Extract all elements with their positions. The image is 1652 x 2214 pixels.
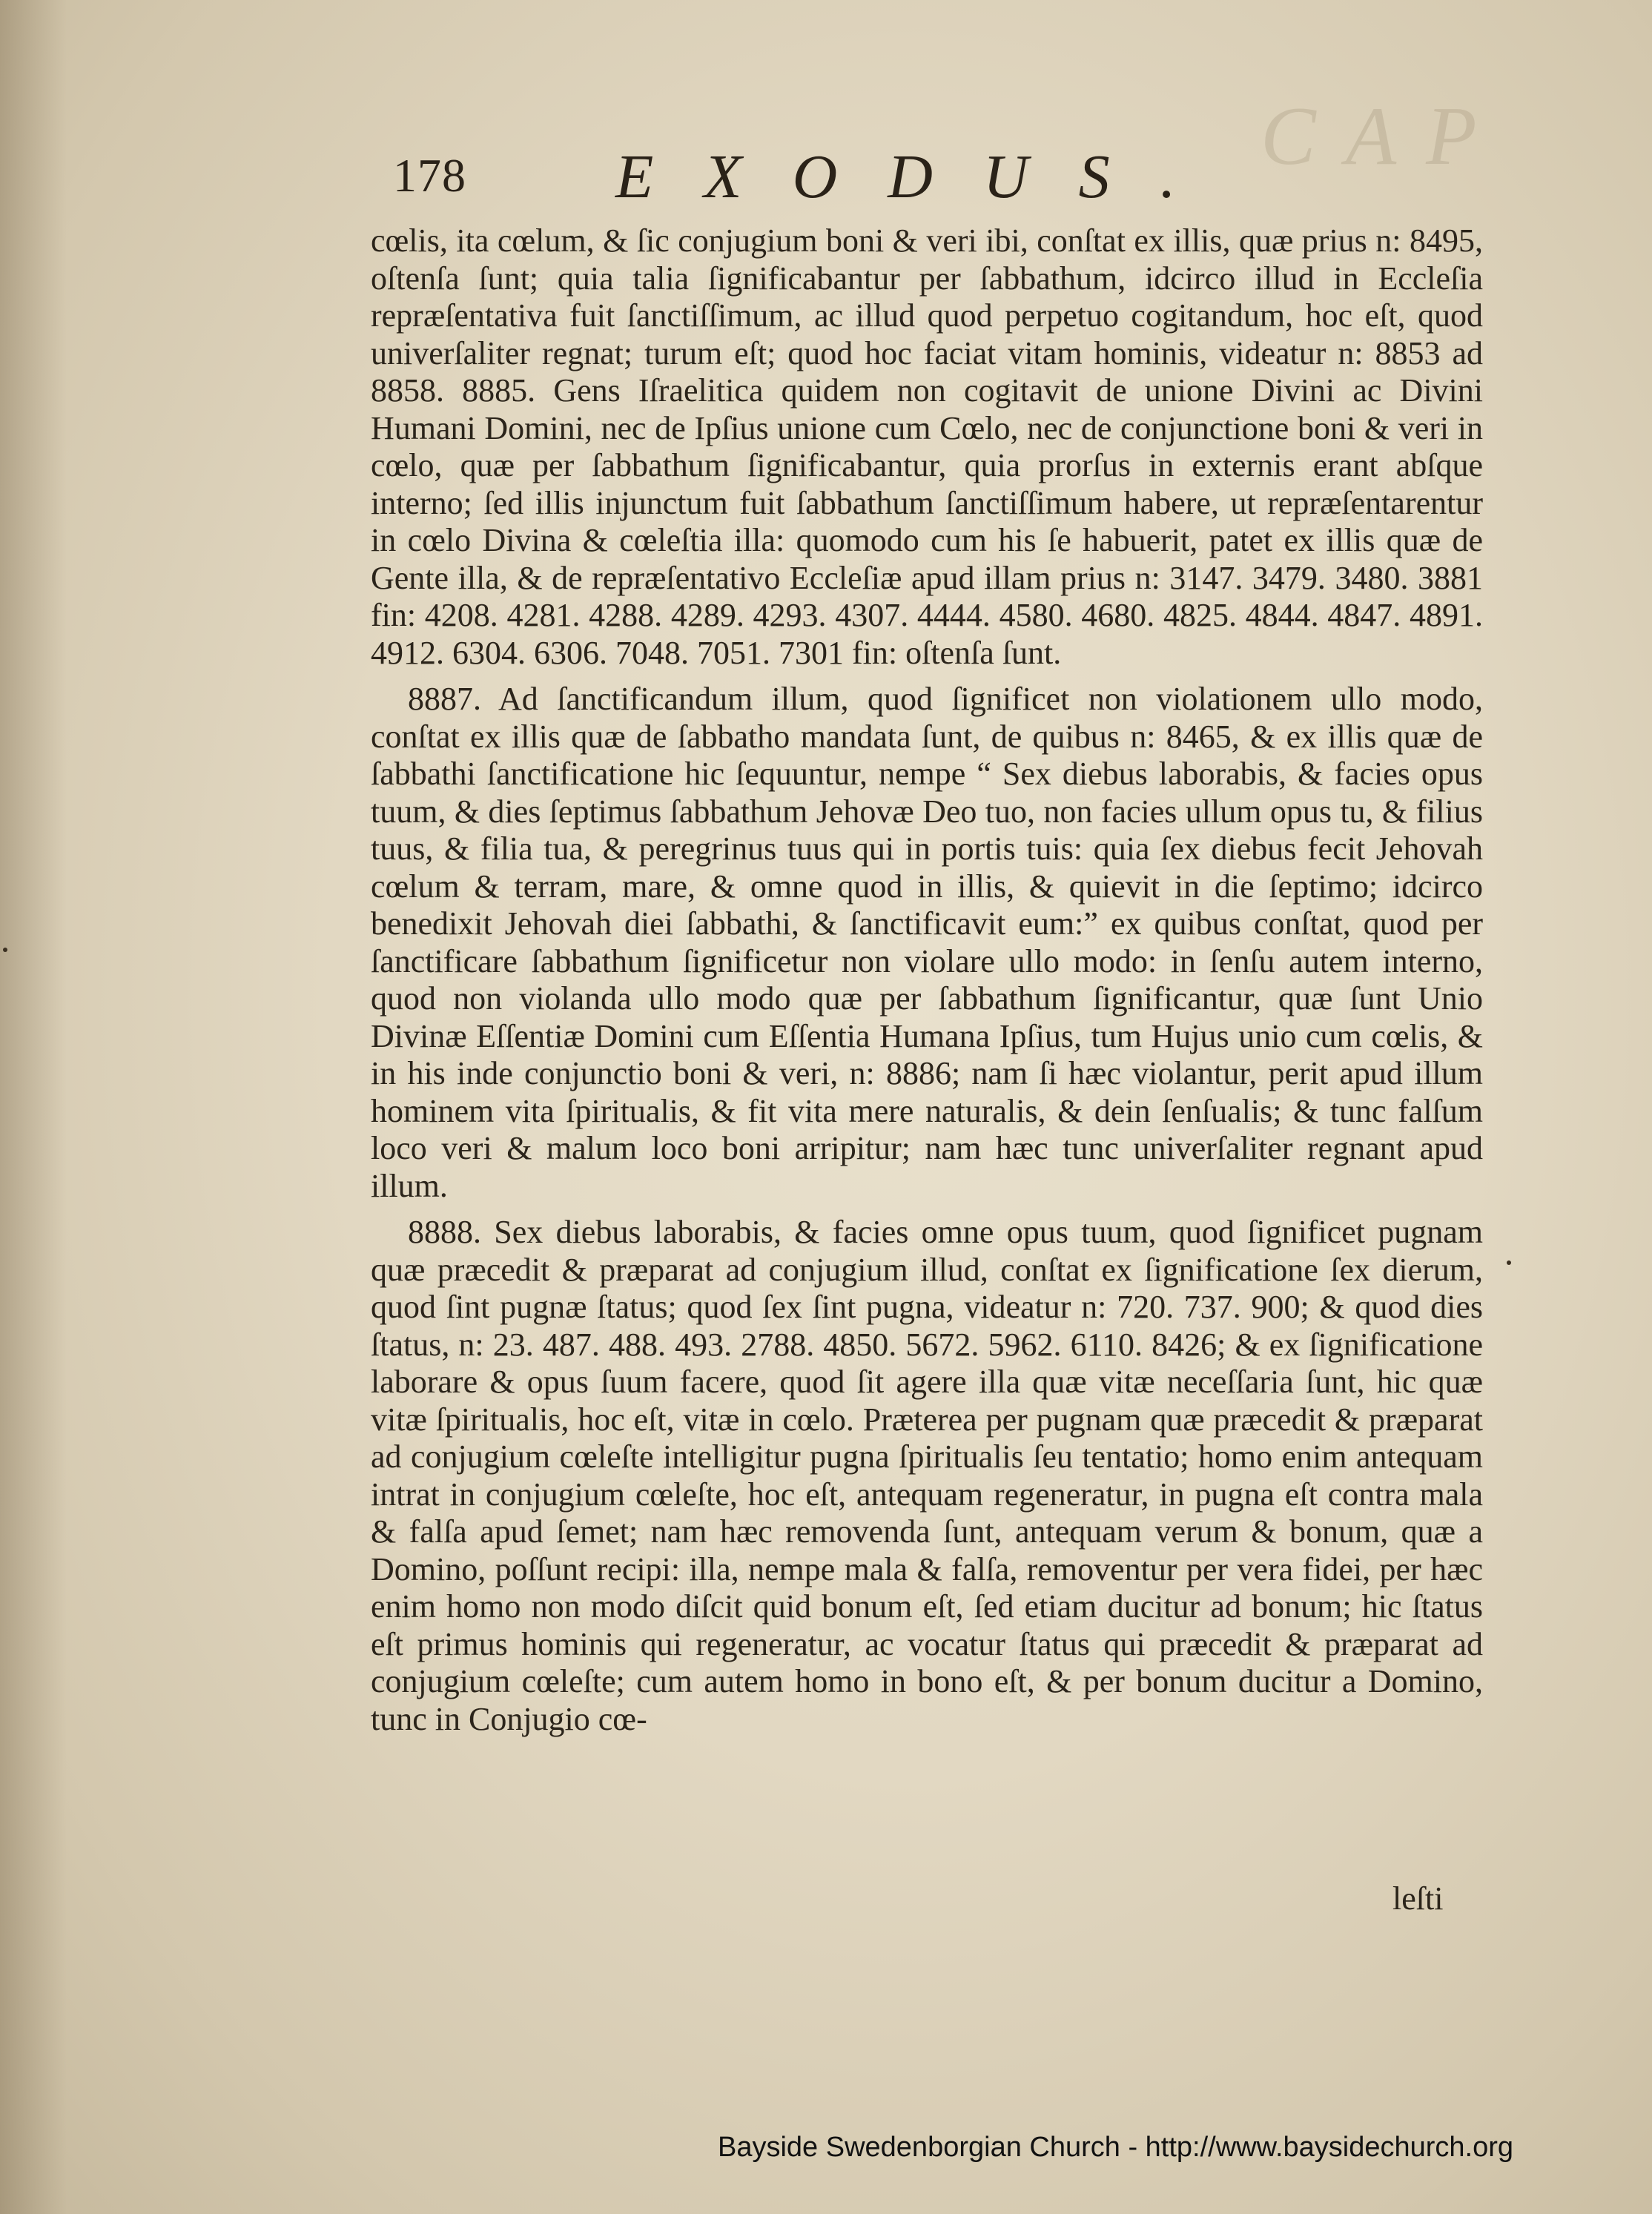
running-title: EXODUS. — [615, 142, 1226, 211]
show-through-bleed: CAP — [1261, 90, 1507, 182]
paragraph-continued: cœlis, ita cœlum, & ſic conjugium boni & veri ibi, conſtat ex illis, quæ prius n: 8495, oſtenſa ſunt; quia talia ſignificabantur per ſabbathum, idcirco illud in Eccleſia repræſentativa fuit ſanctiſſimum, ac illud quod perpetuo cogitandum, hoc eſt, quod univerſaliter regnat; turum eſt; quod hoc faciat vitam hominis, videatur n: 8853 ad 8858. 8885. Gens Iſraelitica quidem non cogitavit de unione Divini ac Divini Humani Domini, nec de Ipſius unione cum Cœlo, nec de conjunctione boni & veri in cœlo, quæ per ſabbathum ſignificabantur, quia prorſus in externis erant abſque interno; ſed illis injunctum fuit ſabbathum ſanctiſſimum habere, ut repræſentarentur in cœlo Divina & cœleſtia illa: quomodo cum his ſe habuerit, patet ex illis quæ de Gente illa, & de repræſentativo Eccleſiæ apud illam prius n: 3147. 3479. 3480. 3881 fin: 4208. 4281. 4288. 4289. 4293. 4307. 4444. 4580. 4680. 4825. 4844. 4847. 4891. 4912. 6304. 6306. 7048. 7051. 7301 fin: oſtenſa ſunt. — [371, 222, 1483, 671]
site-watermark: Bayside Swedenborgian Church - http://www.baysidechurch.org — [718, 2132, 1514, 2163]
ink-speck — [3, 948, 7, 952]
paragraph-8887: 8887. Ad ſanctificandum illum, quod ſignificet non violationem ullo modo, conſtat ex illis quæ de ſabbatho mandata ſunt, de quibus n: 8465, & ex illis quæ de ſabbathi ſanctificatione hic ſequuntur, nempe “ Sex diebus laborabis, & facies opus tuum, & dies ſeptimus ſabbathum Jehovæ Deo tuo, non facies ullum opus tu, & filius tuus, & filia tua, & peregrinus tuus qui in portis tuis: quia ſex diebus fecit Jehovah cœlum & terram, mare, & omne quod in illis, & quievit in die ſeptimo; idcirco benedixit Jehovah diei ſabbathi, & ſanctificavit eum:” ex quibus conſtat, quod per ſanctificare ſabbathum ſignificetur non violare ullo modo: in ſenſu autem interno, quod non violanda ullo modo quæ per ſabbathum ſignificantur, quæ ſunt Unio Divinæ Eſſentiæ Domini cum Eſſentia Humana Ipſius, tum Hujus unio cum cœlis, & in his inde conjunctio boni & veri, n: 8886; nam ſi hæc violantur, perit apud illum hominem vita ſpiritualis, & fit vita mere naturalis, & dein ſenſualis; & tunc falſum loco veri & malum loco boni arripitur; nam hæc tunc univerſaliter regnant apud illum. — [371, 681, 1483, 1204]
catchword: leſti — [1392, 1880, 1444, 1917]
body-text — [371, 222, 1483, 1738]
ink-speck — [1507, 1260, 1511, 1265]
page-number: 178 — [393, 149, 466, 202]
gutter-shadow — [0, 0, 67, 2214]
page-header — [393, 141, 1483, 222]
paragraph-8888: 8888. Sex diebus laborabis, & facies omne opus tuum, quod ſignificet pugnam quæ præcedit & præparat ad conjugium illud, conſtat ex ſignificatione ſex dierum, quod ſint pugnæ ſtatus; quod ſex ſint pugna, videatur n: 720. 737. 900; & quod dies ſtatus, n: 23. 487. 488. 493. 2788. 4850. 5672. 5962. 6110. 8426; & ex ſignificatione laborare & opus ſuum facere, quod ſit agere illa quæ vitæ neceſſaria ſunt, hic quæ vitæ ſpiritualis, hoc eſt, vitæ in cœlo. Præterea per pugnam quæ præcedit & præparat ad conjugium cœleſte intelligitur pugna ſpiritualis ſeu tentatio; homo enim antequam intrat in conjugium cœleſte, hoc eſt, antequam regeneratur, in pugna eſt contra mala & falſa apud ſemet; nam hæc removenda ſunt, antequam verum & bonum, quæ a Domino, poſſunt recipi: illa, nempe mala & falſa, removentur per vera fidei, per hæc enim homo non modo diſcit quid bonum eſt, ſed etiam ducitur ad bonum; hic ſtatus eſt primus hominis qui regeneratur, ac vocatur ſtatus qui præcedit & præparat ad conjugium cœleſte; cum autem homo in bono eſt, & per bonum ducitur a Domino, tunc in Conjugio cœ- — [371, 1214, 1483, 1737]
